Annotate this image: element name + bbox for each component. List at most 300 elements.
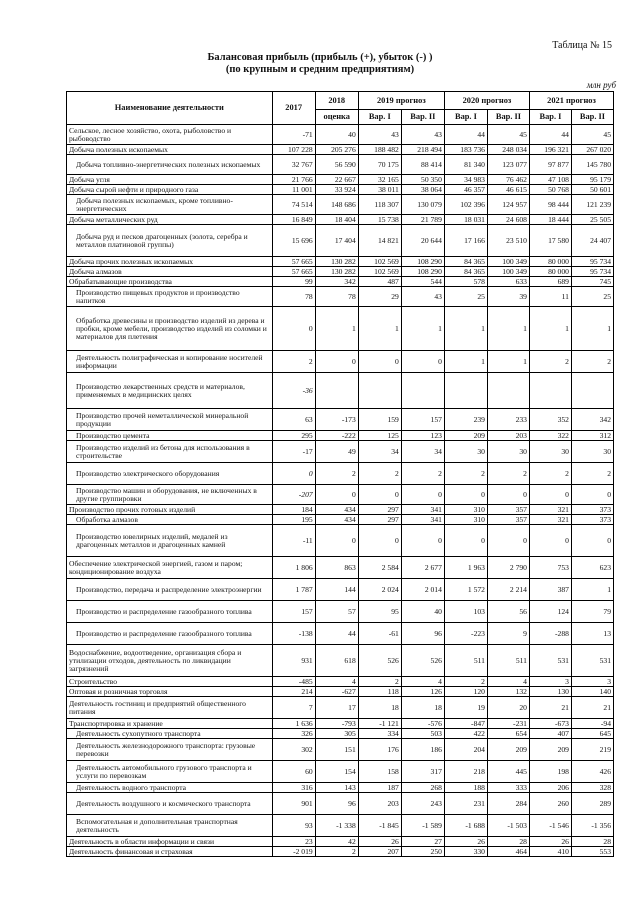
row-name-cell: Добыча прочих полезных ископаемых [67, 257, 273, 267]
value-cell: 78 [272, 287, 315, 307]
value-cell: 125 [358, 431, 401, 441]
value-cell: 74 514 [272, 195, 315, 215]
value-cell: 188 [444, 783, 487, 793]
value-cell: -222 [315, 431, 358, 441]
value-cell: 203 [358, 793, 401, 815]
value-cell: 57 [315, 601, 358, 623]
value-cell: 387 [529, 579, 571, 601]
row-name-cell: Производство электрического оборудования [67, 463, 273, 485]
value-cell: 88 414 [401, 155, 444, 175]
value-cell: 18 031 [444, 215, 487, 225]
table-row [67, 267, 614, 277]
value-cell: -223 [444, 623, 487, 645]
value-cell: -61 [358, 623, 401, 645]
value-cell: 487 [358, 277, 401, 287]
value-cell: 209 [444, 431, 487, 441]
value-cell: 108 290 [401, 257, 444, 267]
value-cell: 18 [401, 697, 444, 719]
value-cell: 102 569 [358, 267, 401, 277]
value-cell: 43 [401, 287, 444, 307]
value-cell: 57 665 [272, 267, 315, 277]
col-header-2020: 2020 прогноз [444, 92, 529, 110]
value-cell: -17 [272, 441, 315, 463]
value-cell: 17 [315, 697, 358, 719]
row-name-cell: Добыча топливно-энергетических полезных ископаемых [67, 155, 273, 175]
value-cell: 2 [358, 463, 401, 485]
value-cell: 334 [358, 729, 401, 739]
value-cell [444, 373, 487, 409]
value-cell: 0 [315, 525, 358, 557]
table-row [67, 783, 614, 793]
value-cell: 50 768 [529, 185, 571, 195]
value-cell: 445 [487, 761, 529, 783]
value-cell: 24 608 [487, 215, 529, 225]
value-cell: 47 108 [529, 175, 571, 185]
row-name-cell: Обработка алмазов [67, 515, 273, 525]
value-cell: 26 [529, 837, 571, 847]
value-cell: 195 [272, 515, 315, 525]
value-cell: 1 [444, 351, 487, 373]
table-row [67, 645, 614, 677]
value-cell: 1 963 [444, 557, 487, 579]
table-row [67, 729, 614, 739]
value-cell: 352 [529, 409, 571, 431]
value-cell: 0 [487, 485, 529, 505]
value-cell: 123 077 [487, 155, 529, 175]
value-cell: 98 444 [529, 195, 571, 215]
table-row [67, 847, 614, 857]
value-cell: 426 [571, 761, 613, 783]
value-cell: 32 165 [358, 175, 401, 185]
value-cell: 310 [444, 505, 487, 515]
value-cell: -847 [444, 719, 487, 729]
table-row [67, 125, 614, 145]
value-cell: 0 [358, 351, 401, 373]
value-cell: 218 [444, 761, 487, 783]
value-cell: 118 [358, 687, 401, 697]
value-cell: 218 494 [401, 145, 444, 155]
row-name-cell: Добыча сырой нефти и природного газа [67, 185, 273, 195]
value-cell: 40 [315, 125, 358, 145]
table-row [67, 697, 614, 719]
value-cell: 103 [444, 601, 487, 623]
value-cell: 26 [444, 837, 487, 847]
value-cell: 1 572 [444, 579, 487, 601]
value-cell: 107 228 [272, 145, 315, 155]
value-cell: 260 [529, 793, 571, 815]
col-header-2019: 2019 прогноз [358, 92, 444, 110]
value-cell: 130 [529, 687, 571, 697]
col-header-2017: 2017 [272, 92, 315, 125]
value-cell: 100 349 [487, 267, 529, 277]
value-cell: 23 510 [487, 225, 529, 257]
value-cell: 321 [529, 505, 571, 515]
value-cell: 28 [487, 837, 529, 847]
value-cell: 43 [358, 125, 401, 145]
value-cell [571, 373, 613, 409]
value-cell: 7 [272, 697, 315, 719]
value-cell: 20 644 [401, 225, 444, 257]
value-cell: 2 [444, 463, 487, 485]
value-cell: 0 [444, 485, 487, 505]
value-cell: 60 [272, 761, 315, 783]
value-cell: 623 [571, 557, 613, 579]
row-name-cell: Обрабатывающие производства [67, 277, 273, 287]
value-cell: 57 665 [272, 257, 315, 267]
value-cell: 341 [401, 505, 444, 515]
value-cell: 0 [571, 485, 613, 505]
value-cell: 1 787 [272, 579, 315, 601]
value-cell: 100 349 [487, 257, 529, 267]
value-cell: 24 407 [571, 225, 613, 257]
table-row [67, 687, 614, 697]
value-cell: -673 [529, 719, 571, 729]
value-cell: 4 [487, 677, 529, 687]
value-cell: 63 [272, 409, 315, 431]
value-cell: 157 [272, 601, 315, 623]
value-cell: 326 [272, 729, 315, 739]
value-cell: 317 [401, 761, 444, 783]
value-cell [315, 373, 358, 409]
row-name-cell: Добыча металлических руд [67, 215, 273, 225]
value-cell: 95 734 [571, 257, 613, 267]
row-name-cell: Вспомогательная и дополнительная транспортная деятельность [67, 815, 273, 837]
value-cell: 305 [315, 729, 358, 739]
value-cell: 50 601 [571, 185, 613, 195]
value-cell: 207 [358, 847, 401, 857]
table-row [67, 195, 614, 215]
value-cell: 45 [487, 125, 529, 145]
value-cell: 863 [315, 557, 358, 579]
table-body [67, 125, 614, 857]
value-cell: 464 [487, 847, 529, 857]
value-cell: 198 [529, 761, 571, 783]
value-cell: 1 [529, 307, 571, 351]
row-name-cell: Добыча полезных ископаемых [67, 145, 273, 155]
value-cell: 1 806 [272, 557, 315, 579]
value-cell: 1 [487, 351, 529, 373]
row-name-cell: Деятельность автомобильного грузового транспорта и услуги по перевозкам [67, 761, 273, 783]
value-cell: 931 [272, 645, 315, 677]
table-row [67, 837, 614, 847]
value-cell: -36 [272, 373, 315, 409]
row-name-cell: Добыча угля [67, 175, 273, 185]
value-cell: -94 [571, 719, 613, 729]
table-row [67, 525, 614, 557]
value-cell: 38 064 [401, 185, 444, 195]
row-name-cell: Производство цемента [67, 431, 273, 441]
value-cell: 20 [487, 697, 529, 719]
value-cell: 18 444 [529, 215, 571, 225]
value-cell: 29 [358, 287, 401, 307]
value-cell: 130 079 [401, 195, 444, 215]
value-cell: 0 [401, 525, 444, 557]
value-cell: 328 [571, 783, 613, 793]
row-name-cell: Водоснабжение, водоотведение, организация сбора и утилизации отходов, деятельность по ликвидации загрязнений [67, 645, 273, 677]
value-cell: 342 [571, 409, 613, 431]
value-cell: 0 [529, 525, 571, 557]
value-cell: 645 [571, 729, 613, 739]
header-row-years [67, 92, 614, 110]
value-cell: 553 [571, 847, 613, 857]
value-cell: 27 [401, 837, 444, 847]
value-cell: 248 034 [487, 145, 529, 155]
value-cell: 422 [444, 729, 487, 739]
value-cell: -1 688 [444, 815, 487, 837]
value-cell: 689 [529, 277, 571, 287]
value-cell [529, 373, 571, 409]
row-name-cell: Деятельность полиграфическая и копирование носителей информации [67, 351, 273, 373]
row-name-cell: Строительство [67, 677, 273, 687]
value-cell: 45 [571, 125, 613, 145]
value-cell: 140 [571, 687, 613, 697]
value-cell: 3 [529, 677, 571, 687]
page-title: Балансовая прибыль (прибыль (+), убыток (-) ) [207, 52, 433, 63]
value-cell: 121 239 [571, 195, 613, 215]
row-name-cell: Производство пищевых продуктов и производство напитков [67, 287, 273, 307]
value-cell: 30 [529, 441, 571, 463]
value-cell: 28 [571, 837, 613, 847]
value-cell: -1 546 [529, 815, 571, 837]
row-name-cell: Обработка древесины и производство изделий из дерева и пробки, кроме мебели, производство изделий из соломки и материалов для плетения [67, 307, 273, 351]
row-name-cell: Деятельность в области информации и связи [67, 837, 273, 847]
value-cell: 239 [444, 409, 487, 431]
value-cell: 44 [444, 125, 487, 145]
value-cell: 187 [358, 783, 401, 793]
value-cell: 2 [315, 847, 358, 857]
value-cell: -1 356 [571, 815, 613, 837]
value-cell: 33 924 [315, 185, 358, 195]
value-cell: 203 [487, 431, 529, 441]
value-cell: 373 [571, 505, 613, 515]
value-cell: 84 365 [444, 267, 487, 277]
table-row [67, 485, 614, 505]
value-cell: 0 [529, 485, 571, 505]
value-cell: 3 [571, 677, 613, 687]
value-cell: 124 [529, 601, 571, 623]
value-cell: 49 [315, 441, 358, 463]
value-cell: 16 849 [272, 215, 315, 225]
value-cell: 1 [571, 579, 613, 601]
table-row [67, 277, 614, 287]
table-row [67, 505, 614, 515]
value-cell: 2 677 [401, 557, 444, 579]
value-cell: 1 [571, 307, 613, 351]
value-cell: 34 [358, 441, 401, 463]
value-cell: -1 503 [487, 815, 529, 837]
value-cell: 154 [315, 761, 358, 783]
row-name-cell: Деятельность воздушного и космического транспорта [67, 793, 273, 815]
col-header-2018-estimate: оценка [315, 110, 358, 125]
value-cell: 32 767 [272, 155, 315, 175]
value-cell: -793 [315, 719, 358, 729]
value-cell: 578 [444, 277, 487, 287]
row-name-cell: Производство прочих готовых изделий [67, 505, 273, 515]
value-cell: 158 [358, 761, 401, 783]
value-cell: 407 [529, 729, 571, 739]
value-cell: 21 [571, 697, 613, 719]
value-cell: 79 [571, 601, 613, 623]
value-cell: 2 024 [358, 579, 401, 601]
value-cell: 0 [571, 525, 613, 557]
value-cell: 2 014 [401, 579, 444, 601]
value-cell: 93 [272, 815, 315, 837]
value-cell: 97 877 [529, 155, 571, 175]
value-cell: 753 [529, 557, 571, 579]
value-cell: 410 [529, 847, 571, 857]
value-cell: 42 [315, 837, 358, 847]
value-cell: 23 [272, 837, 315, 847]
value-cell: 267 020 [571, 145, 613, 155]
value-cell: 243 [401, 793, 444, 815]
value-cell: 214 [272, 687, 315, 697]
value-cell: 2 790 [487, 557, 529, 579]
value-cell: 1 [444, 307, 487, 351]
table-row [67, 761, 614, 783]
col-header-name: Наименование деятельности [67, 92, 273, 125]
table-row [67, 225, 614, 257]
value-cell: 2 [571, 351, 613, 373]
value-cell: 654 [487, 729, 529, 739]
table-row [67, 441, 614, 463]
value-cell: 25 [571, 287, 613, 307]
value-cell: -11 [272, 525, 315, 557]
value-cell: 250 [401, 847, 444, 857]
value-cell: 50 350 [401, 175, 444, 185]
value-cell: 219 [571, 739, 613, 761]
value-cell: 30 [571, 441, 613, 463]
value-cell: 21 766 [272, 175, 315, 185]
value-cell: 188 482 [358, 145, 401, 155]
value-cell: 357 [487, 505, 529, 515]
row-name-cell: Деятельность сухопутного транспорта [67, 729, 273, 739]
row-name-cell: Производство изделий из бетона для использования в строительстве [67, 441, 273, 463]
value-cell: 434 [315, 505, 358, 515]
table-row [67, 287, 614, 307]
value-cell: 176 [358, 739, 401, 761]
value-cell: 44 [529, 125, 571, 145]
value-cell: 0 [401, 351, 444, 373]
row-name-cell: Добыча алмазов [67, 267, 273, 277]
value-cell: 633 [487, 277, 529, 287]
value-cell: 2 [272, 351, 315, 373]
value-cell: -1 121 [358, 719, 401, 729]
value-cell: 0 [315, 485, 358, 505]
row-name-cell: Производство и распределение газообразного топлива [67, 601, 273, 623]
value-cell: 231 [444, 793, 487, 815]
value-cell: 503 [401, 729, 444, 739]
value-cell: 18 [358, 697, 401, 719]
value-cell: -627 [315, 687, 358, 697]
col-header-2019-var2: Вар. II [401, 110, 444, 125]
row-name-cell: Деятельность железнодорожного транспорта: грузовые перевозки [67, 739, 273, 761]
value-cell: 43 [401, 125, 444, 145]
value-cell: 1 [358, 307, 401, 351]
value-cell: -2 019 [272, 847, 315, 857]
row-name-cell: Оптовая и розничная торговля [67, 687, 273, 697]
table-row [67, 719, 614, 729]
table-row [67, 307, 614, 351]
value-cell: 209 [529, 739, 571, 761]
value-cell: 34 983 [444, 175, 487, 185]
row-name-cell: Деятельность водного транспорта [67, 783, 273, 793]
table-row [67, 373, 614, 409]
units-label: млн руб [586, 80, 616, 90]
col-header-2019-var1: Вар. I [358, 110, 401, 125]
row-name-cell: Производство, передача и распределение электроэнергии [67, 579, 273, 601]
value-cell: 145 780 [571, 155, 613, 175]
value-cell: 81 340 [444, 155, 487, 175]
table-row [67, 815, 614, 837]
value-cell: 11 001 [272, 185, 315, 195]
value-cell: 19 [444, 697, 487, 719]
value-cell: -485 [272, 677, 315, 687]
value-cell: 15 696 [272, 225, 315, 257]
value-cell: 2 [529, 463, 571, 485]
value-cell: -173 [315, 409, 358, 431]
value-cell: 118 307 [358, 195, 401, 215]
value-cell: 25 505 [571, 215, 613, 225]
table-row [67, 185, 614, 195]
value-cell: 46 357 [444, 185, 487, 195]
value-cell: -576 [401, 719, 444, 729]
value-cell: -1 845 [358, 815, 401, 837]
value-cell: 316 [272, 783, 315, 793]
value-cell: 148 686 [315, 195, 358, 215]
value-cell: 2 [444, 677, 487, 687]
table-row [67, 515, 614, 525]
value-cell: 108 290 [401, 267, 444, 277]
value-cell: 196 321 [529, 145, 571, 155]
value-cell: -71 [272, 125, 315, 145]
profit-table [66, 91, 614, 857]
value-cell: 17 580 [529, 225, 571, 257]
value-cell: 618 [315, 645, 358, 677]
row-name-cell: Сельское, лесное хозяйство, охота, рыболовство и рыбоводство [67, 125, 273, 145]
value-cell: 44 [315, 623, 358, 645]
value-cell: 373 [571, 515, 613, 525]
value-cell: 321 [529, 515, 571, 525]
value-cell: 151 [315, 739, 358, 761]
table-row [67, 557, 614, 579]
value-cell: 186 [401, 739, 444, 761]
value-cell: 310 [444, 515, 487, 525]
value-cell: 34 [401, 441, 444, 463]
table-row [67, 623, 614, 645]
value-cell: 1 636 [272, 719, 315, 729]
value-cell: -207 [272, 485, 315, 505]
value-cell: 130 282 [315, 257, 358, 267]
value-cell: -288 [529, 623, 571, 645]
value-cell [487, 373, 529, 409]
value-cell: 130 282 [315, 267, 358, 277]
value-cell [401, 373, 444, 409]
value-cell: 2 [487, 463, 529, 485]
table-row [67, 145, 614, 155]
value-cell: 120 [444, 687, 487, 697]
value-cell: 434 [315, 515, 358, 525]
value-cell: 233 [487, 409, 529, 431]
value-cell: 268 [401, 783, 444, 793]
row-name-cell: Производство машин и оборудования, не включенных в другие группировки [67, 485, 273, 505]
value-cell: 342 [315, 277, 358, 287]
value-cell: 1 [487, 307, 529, 351]
value-cell: 0 [358, 485, 401, 505]
value-cell: 526 [358, 645, 401, 677]
value-cell: 17 166 [444, 225, 487, 257]
value-cell: 18 404 [315, 215, 358, 225]
value-cell: 124 957 [487, 195, 529, 215]
